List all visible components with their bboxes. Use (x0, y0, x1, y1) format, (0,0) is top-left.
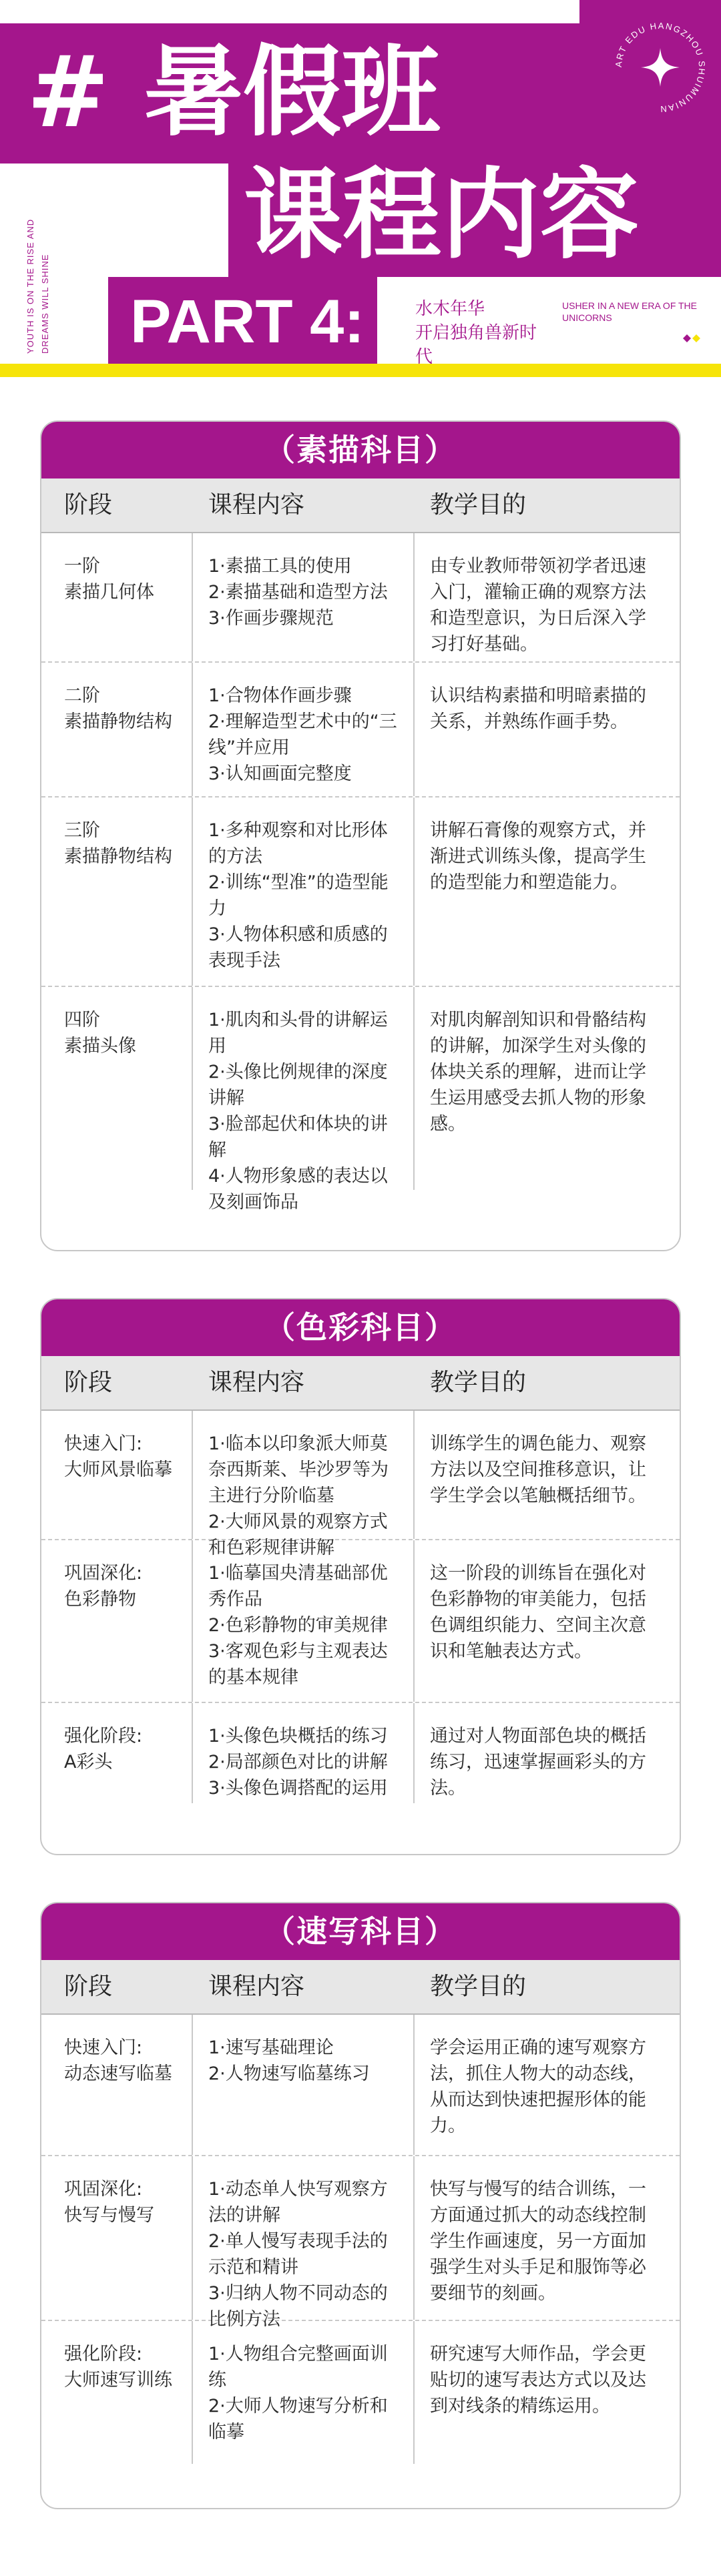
goal-cell: 通过对人物面部色块的概括练习，迅速掌握画彩头的方法。 (430, 1726, 646, 1799)
column-divider (413, 987, 415, 1190)
content-item: 3·认知画面完整度 (208, 763, 352, 784)
content-item: 2·人物速写临墓练习 (208, 2063, 370, 2084)
column-divider (192, 2156, 193, 2320)
column-divider (413, 1411, 415, 1539)
goal-cell: 认识结构素描和明暗素描的关系，并熟练作画手势。 (430, 685, 646, 732)
stage-line: 素描静物结构 (64, 711, 172, 732)
stage-line: 素描几何体 (64, 582, 154, 603)
stage-line: 二阶 (64, 685, 100, 706)
column-divider (413, 2321, 415, 2464)
column-divider (192, 1540, 193, 1702)
goal-cell: 讲解石膏像的观察方式，并渐进式训练头像，提高学生的造型能力和塑造能力。 (430, 820, 646, 893)
section-title: （色彩科目） (41, 1299, 680, 1356)
stage-cell (64, 1007, 184, 1059)
table-row (41, 2321, 680, 2464)
stage-line: 快速入门: (64, 1433, 143, 1454)
content-cell (208, 1560, 405, 1690)
cn-subtitle (415, 297, 549, 369)
content-cell (208, 2176, 405, 2332)
column-divider (192, 2321, 193, 2464)
column-divider (192, 533, 193, 661)
stage-line: 一阶 (64, 556, 100, 577)
stage-line: 素描头像 (64, 1036, 136, 1056)
header-content: 课程内容 (208, 491, 305, 519)
stage-cell (64, 2341, 184, 2393)
content-item: 1·头像色块概括的练习 (208, 1726, 388, 1746)
column-divider (192, 1411, 193, 1539)
header-goal: 教学目的 (430, 491, 527, 519)
goal-cell: 研究速写大师作品，学会更贴切的速写表达方式以及达到对线条的精练运用。 (430, 2344, 646, 2417)
vertical-slogan-line2: DREAMS WILL SHINE (40, 254, 50, 354)
content-item: 1·肌肉和头骨的讲解运用 (208, 1010, 388, 1056)
header-goal: 教学目的 (430, 1369, 527, 1396)
header-content: 课程内容 (208, 1369, 305, 1396)
part-label: PART 4: (130, 288, 365, 356)
vertical-slogan-line1: YOUTH IS ON THE RISE AND (25, 218, 35, 354)
content-item: 2·训练“型准”的造型能力 (208, 872, 389, 919)
content-item: 3·作画步骤规范 (208, 608, 334, 629)
content-cell (208, 2035, 405, 2087)
goal-cell: 对肌肉解剖知识和骨骼结构的讲解，加深学生对头像的体块关系的理解，进而让学生运用感受去抓人物的形象感。 (430, 1010, 646, 1135)
table-row (41, 1411, 680, 1558)
header-stage: 阶段 (64, 1973, 113, 2000)
table-row (41, 2156, 680, 2330)
table-header (41, 1356, 680, 1411)
table-row (41, 533, 680, 663)
content-item: 2·大师风景的观察方式和色彩规律讲解 (208, 1512, 388, 1558)
logo-seal (608, 15, 713, 120)
stage-cell (64, 2176, 184, 2228)
content-item: 3·客观色彩与主观表达的基本规律 (208, 1641, 388, 1688)
course-section (40, 1902, 681, 2509)
stage-line: 动态速写临墓 (64, 2063, 172, 2084)
table-row (41, 663, 680, 797)
column-divider (413, 797, 415, 986)
content-item: 3·头像色调搭配的运用 (208, 1778, 388, 1799)
stage-line: 强化阶段: (64, 2344, 143, 2364)
stage-line: 色彩静物 (64, 1589, 136, 1610)
stage-line: 巩固深化: (64, 2179, 143, 2200)
goal-cell: 由专业教师带领初学者迅速入门，灌输正确的观察方法和造型意识，为日后深入学习打好基础。 (430, 556, 646, 655)
column-divider (413, 1540, 415, 1702)
section-title: （速写科目） (41, 1903, 680, 1960)
content-item: 2·素描基础和造型方法 (208, 582, 388, 603)
content-item: 4·人物形象感的表达以及刻画饰品 (208, 1166, 388, 1213)
table-header (41, 1960, 680, 2015)
table-row (41, 987, 680, 1213)
section-title: （素描科目） (41, 422, 680, 478)
content-cell (208, 683, 405, 787)
content-item: 1·动态单人快写观察方法的讲解 (208, 2179, 388, 2226)
stage-line: 大师速写训练 (64, 2370, 172, 2390)
content-item: 1·速写基础理论 (208, 2037, 334, 2058)
table-row (41, 1540, 680, 1703)
stage-cell (64, 1431, 184, 1483)
stage-cell (64, 1723, 184, 1775)
stage-line: 素描静物结构 (64, 846, 172, 867)
content-cell (208, 818, 405, 974)
stage-cell (64, 683, 184, 735)
content-cell (208, 2341, 405, 2445)
content-item: 3·人物体积感和质感的表现手法 (208, 924, 388, 971)
content-item: 2·理解造型艺术中的“三线”并应用 (208, 711, 397, 758)
content-cell (208, 553, 405, 631)
header-stage: 阶段 (64, 491, 113, 519)
content-item: 2·局部颜色对比的讲解 (208, 1752, 388, 1773)
table-row (41, 1703, 680, 1803)
column-divider (192, 663, 193, 796)
stage-line: 大师风景临摹 (64, 1460, 172, 1480)
header-stage: 阶段 (64, 1369, 113, 1396)
cn-subtitle-line: 水木年华 (415, 299, 485, 319)
content-item: 3·脸部起伏和体块的讲解 (208, 1114, 388, 1161)
svg-text:ART EDU HANGZHOU SHUIMUNIAN: ART EDU HANGZHOU SHUIMUNIAN (613, 20, 708, 115)
column-divider (192, 797, 193, 986)
content-item: 1·人物组合完整画面训练 (208, 2344, 388, 2390)
goal-cell: 训练学生的调色能力、观察方法以及空间推移意识，让学生学会以笔触概括细节。 (430, 1433, 646, 1506)
content-cell (208, 1723, 405, 1801)
content-item: 1·多种观察和对比形体的方法 (208, 820, 388, 867)
page-title-line2: 课程内容 (244, 157, 639, 272)
page-title-line1: # 暑假班 (27, 35, 441, 149)
content-item: 1·临摹国央清基础部优秀作品 (208, 1563, 388, 1610)
table-row (41, 797, 680, 987)
stage-line: 巩固深化: (64, 1563, 143, 1584)
stage-line: 三阶 (64, 820, 100, 841)
column-divider (192, 2015, 193, 2155)
course-section (40, 1298, 681, 1855)
column-divider (413, 2156, 415, 2320)
column-divider (192, 1703, 193, 1803)
diamond-icons (682, 334, 709, 343)
header-goal: 教学目的 (430, 1973, 527, 2000)
column-divider (413, 1703, 415, 1803)
content-item: 2·色彩静物的审美规律 (208, 1615, 388, 1636)
stage-cell (64, 1560, 184, 1612)
column-divider (413, 663, 415, 796)
goal-cell: 学会运用正确的速写观察方法，抓住人物大的动态线，从而达到快速把握形体的能力。 (430, 2037, 646, 2136)
column-divider (413, 533, 415, 661)
stage-cell (64, 2035, 184, 2087)
table-header (41, 478, 680, 533)
content-item: 3·归纳人物不同动态的比例方法 (208, 2283, 388, 2330)
header-yellow-band (0, 364, 721, 377)
table-row (41, 2015, 680, 2156)
stage-line: 快速入门: (64, 2037, 143, 2058)
goal-cell: 快写与慢写的结合训练，一方面通过抓大的动态线控制学生作画速度，另一方面加强学生对头手足和服饰等必要细节的刻画。 (430, 2179, 646, 2304)
course-section (40, 420, 681, 1251)
stage-line: A彩头 (64, 1752, 113, 1773)
header-content: 课程内容 (208, 1973, 305, 2000)
content-cell (208, 1007, 405, 1215)
column-divider (192, 987, 193, 1190)
column-divider (413, 2015, 415, 2155)
goal-cell: 这一阶段的训练旨在强化对色彩静物的审美能力，包括色调组织能力、空间主次意识和笔触表达方式。 (430, 1563, 646, 1662)
content-item: 2·大师人物速写分析和临摹 (208, 2396, 388, 2443)
stage-line: 强化阶段: (64, 1726, 143, 1746)
content-item: 2·头像比例规律的深度讲解 (208, 1062, 388, 1108)
stage-line: 四阶 (64, 1010, 100, 1030)
content-item: 2·单人慢写表现手法的示范和精讲 (208, 2231, 388, 2278)
header-banner (0, 0, 721, 377)
content-item: 1·临本以印象派大师莫奈西斯莱、毕沙罗等为主进行分阶临墓 (208, 1433, 389, 1506)
cn-subtitle-line: 开启独角兽新时代 (415, 323, 537, 367)
content-item: 1·素描工具的使用 (208, 556, 352, 577)
vertical-slogan (25, 174, 65, 354)
en-subtitle: USHER IN A NEW ERA OF THE UNICORNS (562, 300, 698, 323)
content-item: 1·合物体作画步骤 (208, 685, 352, 706)
stage-cell (64, 553, 184, 605)
star-icon (641, 48, 680, 87)
stage-line: 快写与慢写 (64, 2205, 154, 2226)
stage-cell (64, 818, 184, 870)
